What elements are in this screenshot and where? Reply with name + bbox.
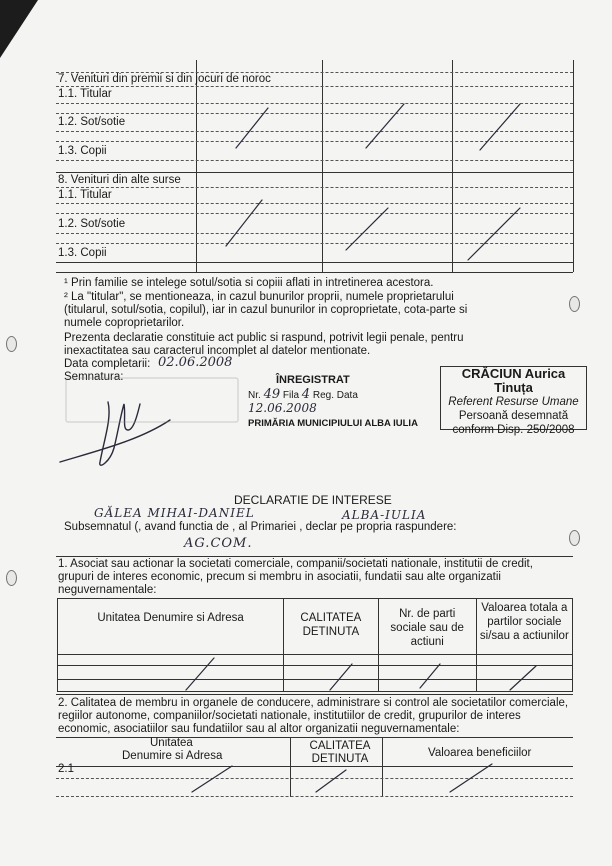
signature-label: Semnatura: [64, 371, 124, 383]
strike-mark [450, 764, 492, 792]
fila-label: Fila [282, 390, 300, 401]
official-designation: Persoană desemnată [458, 410, 569, 422]
strike-mark [192, 766, 232, 792]
table1-header-value: Valoarea totala a partilor sociale si/sau a actiunilor [476, 599, 572, 655]
strike-mark [236, 108, 268, 148]
nr-value: 49 [263, 387, 281, 402]
data-value: 12.06.2008 [248, 401, 317, 415]
date-label: Data completarii: [64, 358, 151, 370]
strike-mark [346, 208, 388, 250]
sec1-line1: 1. Asociat sau actionar la societati comerciale, companii/societati nationale, institutii de credit, [58, 558, 533, 570]
strike-mark [420, 664, 440, 688]
declaration-line2: inexactitatea sau caracterul incomplet al datelor mentionate. [64, 345, 371, 357]
table1-header-shares: Nr. de parti sociale sau de actiuni [378, 599, 476, 655]
strike-mark [330, 664, 352, 690]
strike-mark [316, 770, 346, 792]
footnote-2-line2: (titularul, sotul/sotia, copilul), iar in cazul bunurilor in coproprietate, cota-parte si [64, 304, 468, 316]
section8-row-sot: 1.2. Sot/sotie [58, 218, 126, 230]
handwritten-city: ALBA-IULIA [342, 508, 427, 522]
strike-mark [226, 200, 262, 246]
table1-header-unit: Unitatea Denumire si Adresa [58, 599, 284, 655]
fila-value: 4 [301, 387, 311, 402]
sec1-line3: neguvernamentale: [58, 584, 157, 596]
footnote-2-line3: numele coproprietarilor. [64, 317, 185, 329]
sec1-line2: grupuri de interes economic, precum si membru in asociatii, fundatii sau alte organizatii [58, 571, 501, 583]
footnote-2-line1: ² La "titular", se mentioneaza, in cazul bunurilor proprii, numele proprietarului [64, 291, 454, 303]
signature [60, 402, 170, 465]
strike-mark [366, 104, 404, 148]
official-name: CRĂCIUN Aurica Tinuța [461, 366, 566, 395]
section7-row-copii: 1.3. Copii [58, 145, 107, 157]
section8-row-titular: 1.1. Titular [58, 189, 112, 201]
table2-header-unit-2: Denumire si Adresa [122, 750, 223, 762]
official-disposition: conform Disp. 250/2008 [452, 424, 575, 436]
table2-header-unit-1: Unitatea [150, 737, 193, 749]
reg-label: Reg. [312, 390, 334, 401]
faded-stamp [66, 378, 238, 422]
section7-title: 7. Venituri din premii si din jocuri de noroc [58, 73, 271, 85]
handwritten-name: GĂLEA MIHAI-DANIEL [94, 506, 255, 520]
footnote-1: ¹ Prin familie se intelege sotul/sotia si copiii aflati in intretinerea acestora. [64, 277, 434, 289]
date-handwritten: 02.06.2008 [158, 355, 233, 370]
strike-mark [186, 658, 214, 690]
table2-row-label: 2.1 [58, 763, 74, 775]
interest-intro: Subsemnatul (, avand functia de , al Primariei , declar pe propria raspundere: [64, 521, 457, 533]
section7-row-titular: 1.1. Titular [58, 88, 112, 100]
table2-header-benefits: Valoarea beneficiilor [428, 747, 532, 759]
sec2-line2: regiilor autonome, companiilor/societati nationale, institutiilor de credit, grupurilor de interes [58, 710, 521, 722]
section8-row-copii: 1.3. Copii [58, 247, 107, 259]
handwritten-role: AG.COM. [184, 536, 253, 551]
declaration-line1: Prezenta declaratie constituie act public si raspund, potrivit legii penale, pentru [64, 332, 464, 344]
registration-office: PRIMĂRIA MUNICIPIULUI ALBA IULIA [248, 418, 418, 429]
registration-title: ÎNREGISTRAT [276, 374, 350, 386]
nr-label: Nr. [248, 390, 261, 401]
data-label: Data [336, 390, 358, 401]
strike-mark [510, 666, 536, 690]
table2-header-quality: CALITATEA DETINUTA [309, 740, 371, 765]
section8-title: 8. Venituri din alte surse [58, 174, 181, 186]
interest-title: DECLARATIE DE INTERESE [234, 493, 392, 507]
sec2-line3: economic, asociatiilor sau fundatiilor sau al altor organizatii neguvernamentale: [58, 723, 460, 735]
section7-row-sot: 1.2. Sot/sotie [58, 116, 126, 128]
strike-mark [468, 208, 520, 260]
strike-mark [480, 104, 520, 150]
table1-header-quality: CALITATEA DETINUTA [284, 599, 379, 655]
sec2-line1: 2. Calitatea de membru in organele de conducere, administrare si control ale societatilor comerciale, [58, 697, 569, 709]
official-role: Referent Resurse Umane [448, 396, 579, 408]
